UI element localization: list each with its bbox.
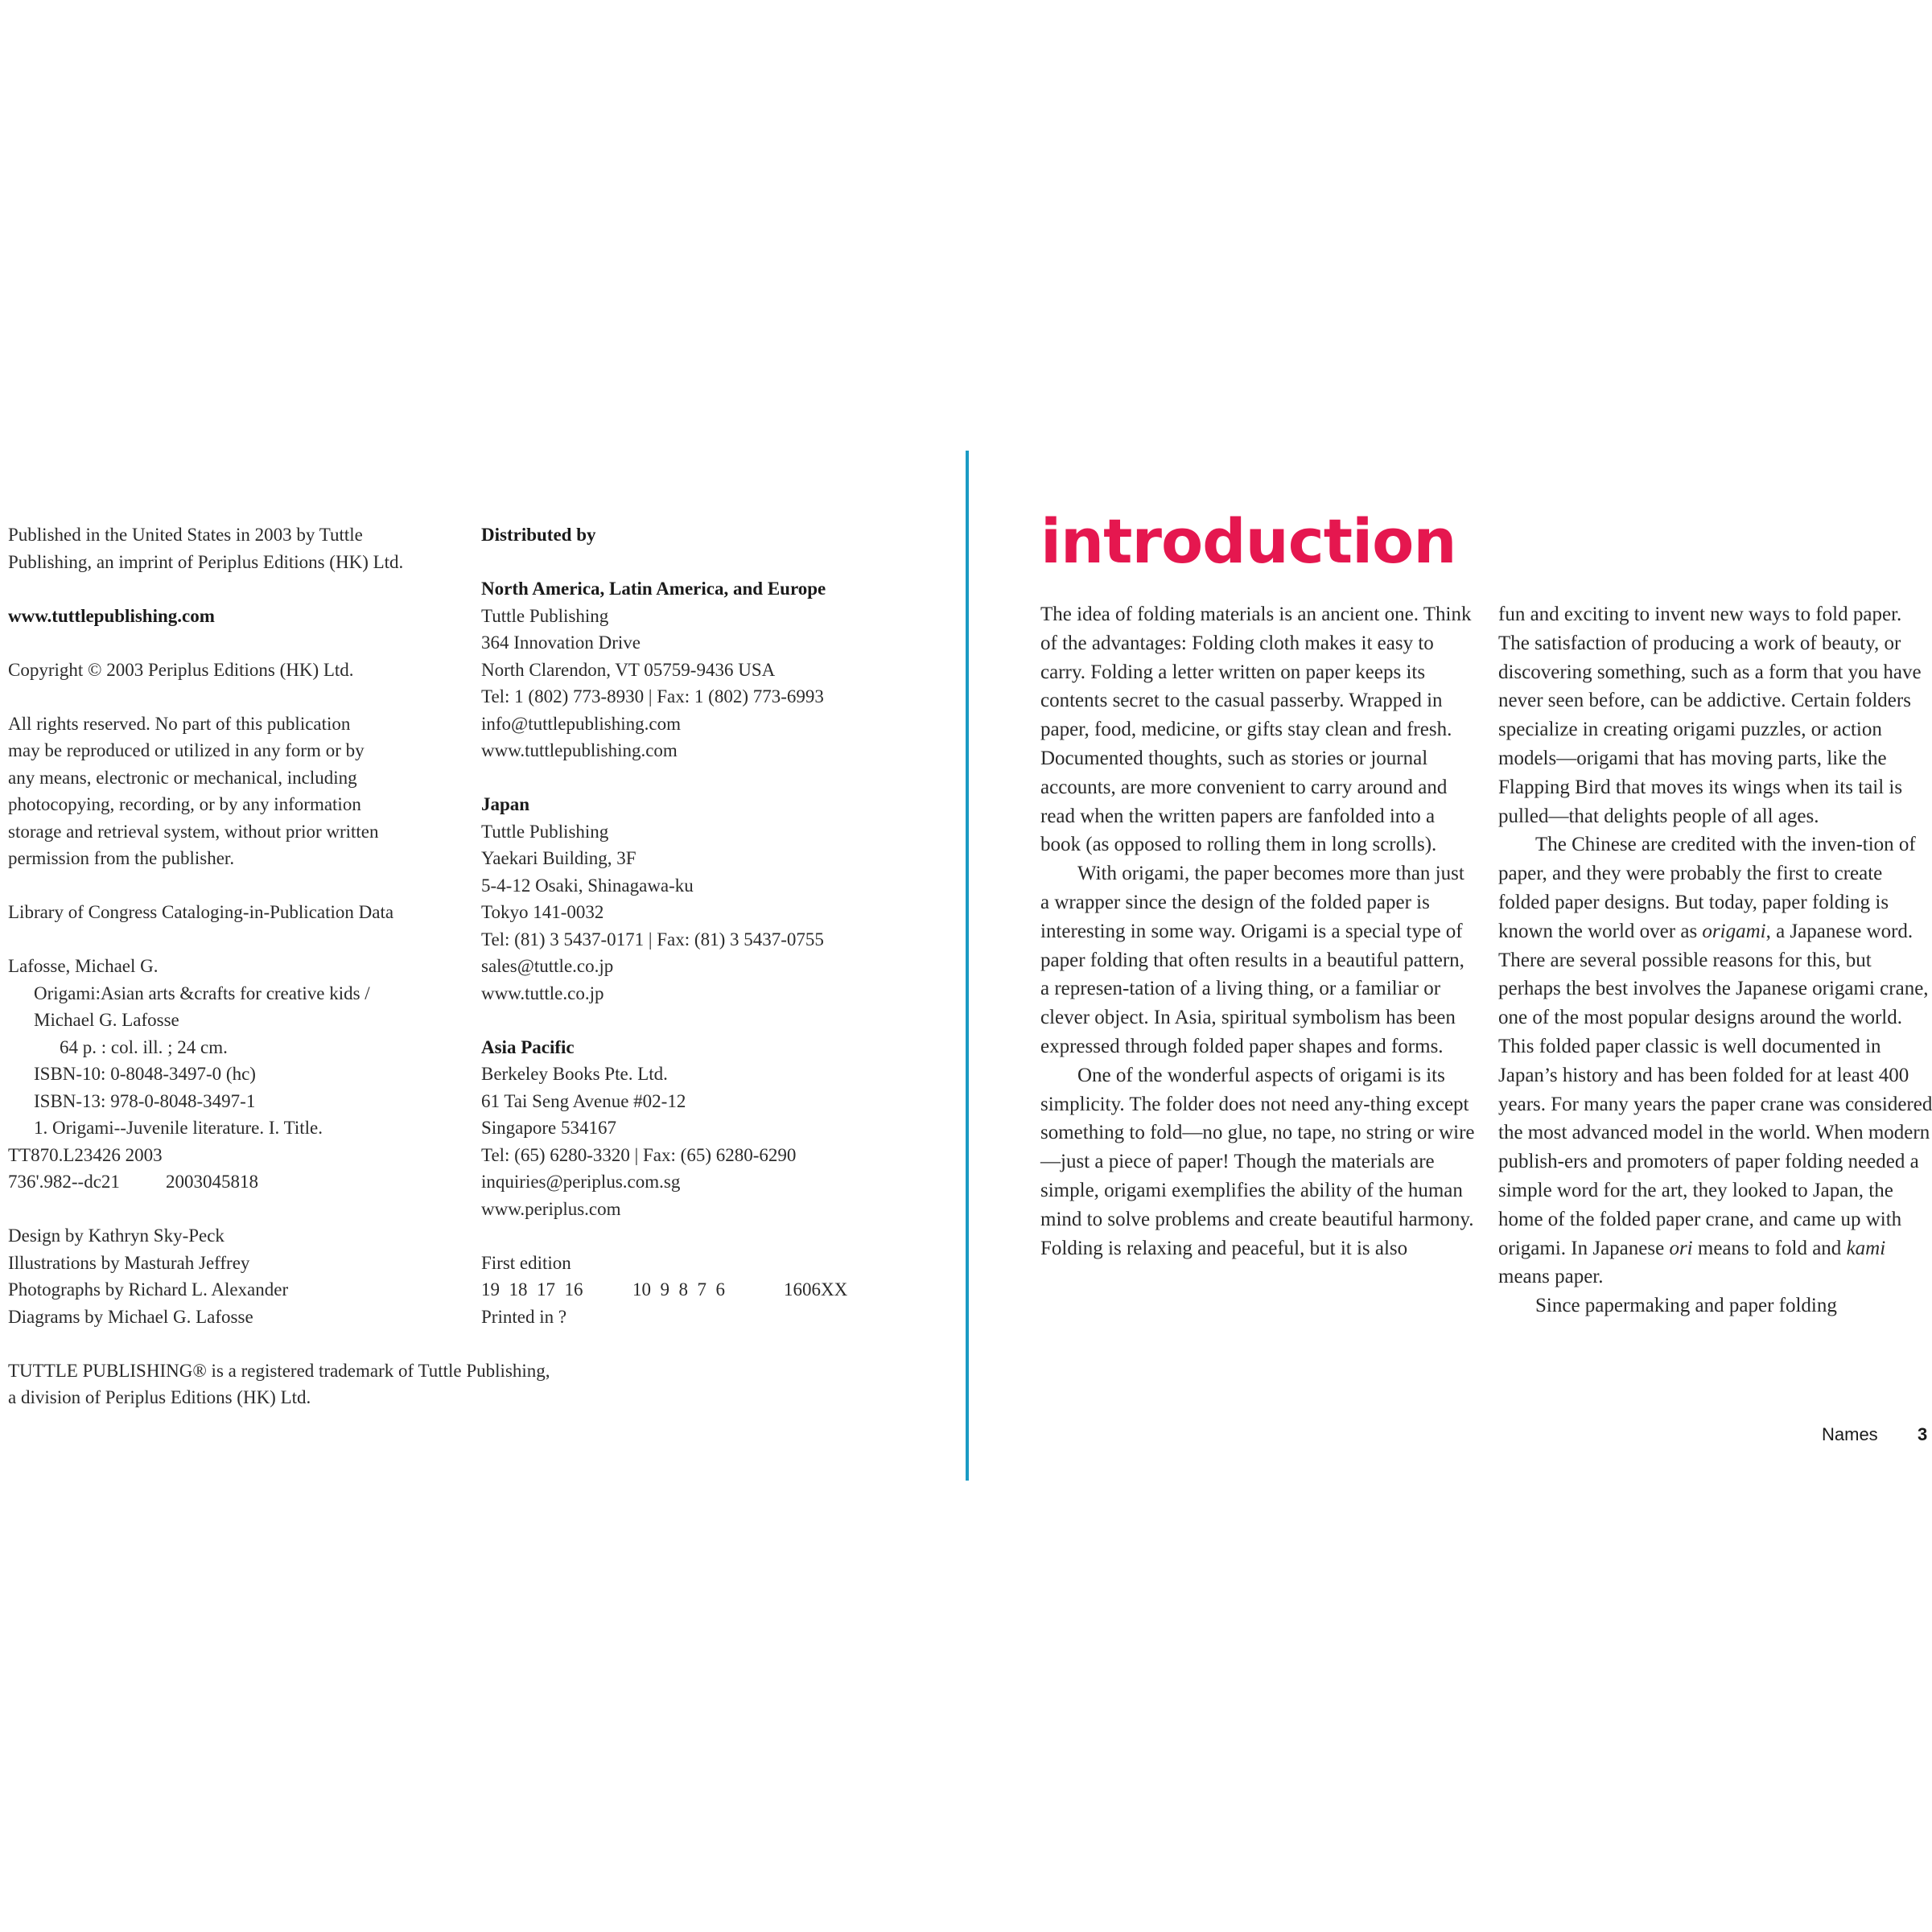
print-code: 1606XX <box>784 1279 848 1300</box>
page-number: 3 <box>1918 1424 1928 1444</box>
body-paragraph: One of the wonderful aspects of origami is its simplicity. The folder does not need any-thing except something to fold—no glue, no tape, no string or wire—just a piece of paper! Though the materials are simple, origami exemplifies the ability of the human mind to solve problems and create beautiful harmony. Folding is relaxing and peaceful, but it is also <box>1040 1064 1475 1259</box>
dewey-number: 736'.982--dc21 <box>8 1172 120 1192</box>
cip-line: ISBN-13: 978-0-8048-3497-1 <box>34 1090 256 1111</box>
printing-numbers <box>481 1276 932 1304</box>
body-column-1 <box>1040 600 1475 1263</box>
body-paragraph: With origami, the paper becomes more than just a wrapper since the design of the folded paper is interesting in some way. Origami is a special type of paper folding that often results in a beautiful pattern, a represen-tation of a living thing, or a familiar or clever object. In Asia, spiritual symbolism has been expressed through folded paper shapes and forms. <box>1040 863 1464 1057</box>
credit-line: Diagrams by Michael G. Lafosse <box>8 1306 253 1327</box>
body-column-2 <box>1498 600 1932 1320</box>
text-run: The Chinese are credited with the inven-tion of paper, and they were probably the first to create folded paper designs. But today, paper folding is known the world over as <box>1498 834 1916 942</box>
publish-line: Publishing, an imprint of Periplus Editions (HK) Ltd. <box>8 551 404 572</box>
address-line: Yaekari Building, 3F <box>481 848 636 868</box>
cip-line: Lafosse, Michael G. <box>8 956 159 976</box>
address-line: 5-4-12 Osaki, Shinagawa-ku <box>481 875 694 896</box>
page-divider <box>966 451 969 1481</box>
address-line: Singapore 534167 <box>481 1118 617 1138</box>
credit-line: Design by Kathryn Sky-Peck <box>8 1226 225 1246</box>
address-line: Tel: (81) 3 5437-0171 | Fax: (81) 3 5437-0755 <box>481 929 824 950</box>
address-line: www.tuttle.co.jp <box>481 982 604 1003</box>
address-line: North Clarendon, VT 05759-9436 USA <box>481 659 776 680</box>
text-run: , a Japanese word. There are several possible reasons for this, but perhaps the best involves the Japanese origami crane, one of the most popular designs around the world. This folded paper classic is well documented in Japan’s history and has been folded for at least 400 years. For many years the paper crane was considered the most advanced model in the world. When modern publish-ers and promoters of paper folding needed a simple word for the art, they looked to Japan, the home of the folded paper crane, and came up with origami. In Japanese <box>1498 920 1932 1259</box>
distribution-column <box>481 521 932 1330</box>
cip-line <box>8 1168 459 1196</box>
trademark-line: a division of Periplus Editions (HK) Ltd. <box>8 1387 311 1407</box>
rights-line: may be reproduced or utilized in any form or by <box>8 740 365 760</box>
page-title: introduction <box>1040 505 1456 577</box>
rights-line: permission from the publisher. <box>8 848 235 868</box>
cip-line: TT870.L23426 2003 <box>8 1144 163 1165</box>
address-line: 364 Innovation Drive <box>481 632 641 653</box>
text-run: means paper. <box>1498 1266 1604 1288</box>
body-paragraph <box>1498 830 1932 1291</box>
address-line: Berkeley Books Pte. Ltd. <box>481 1064 668 1084</box>
address-line: info@tuttlepublishing.com <box>481 713 681 734</box>
address-line: www.tuttlepublishing.com <box>481 740 678 760</box>
region-heading: Asia Pacific <box>481 1036 575 1057</box>
italic-term: ori <box>1669 1237 1693 1259</box>
address-line: 61 Tai Seng Avenue #02-12 <box>481 1090 686 1111</box>
publish-line: Published in the United States in 2003 by Tuttle <box>8 525 363 545</box>
address-line: Tuttle Publishing <box>481 821 609 842</box>
cip-line: ISBN-10: 0-8048-3497-0 (hc) <box>34 1064 256 1084</box>
trademark-line: TUTTLE PUBLISHING® is a registered trademark of Tuttle Publishing, <box>8 1360 550 1381</box>
address-line: Tel: (65) 6280-3320 | Fax: (65) 6280-6290 <box>481 1144 797 1165</box>
rights-line: storage and retrieval system, without prior written <box>8 821 379 842</box>
rights-line: All rights reserved. No part of this publication <box>8 713 351 734</box>
body-paragraph: Since papermaking and paper folding <box>1535 1295 1837 1317</box>
cip-line: 1. Origami--Juvenile literature. I. Title. <box>34 1118 323 1138</box>
italic-term: origami <box>1702 920 1766 942</box>
address-line: Tel: 1 (802) 773-8930 | Fax: 1 (802) 773-6993 <box>481 686 824 706</box>
address-line: Tokyo 141-0032 <box>481 902 604 922</box>
address-line: www.periplus.com <box>481 1198 621 1219</box>
credit-line: Photographs by Richard L. Alexander <box>8 1279 289 1300</box>
italic-term: kami <box>1846 1237 1886 1259</box>
rights-line: any means, electronic or mechanical, including <box>8 767 357 788</box>
text-run: means to fold and <box>1692 1237 1847 1259</box>
rights-line: photocopying, recording, or by any information <box>8 794 361 814</box>
year-numbers: 19 18 17 16 <box>481 1279 583 1300</box>
running-footer-label: Names <box>1822 1424 1878 1444</box>
distributed-heading: Distributed by <box>481 525 596 545</box>
edition-line: First edition <box>481 1252 571 1273</box>
copyright-line: Copyright © 2003 Periplus Editions (HK) Ltd. <box>8 659 354 680</box>
impression-numbers: 10 9 8 7 6 <box>632 1279 725 1300</box>
region-heading: Japan <box>481 794 530 814</box>
printed-in-line: Printed in ? <box>481 1306 567 1327</box>
cip-line: 64 p. : col. ill. ; 24 cm. <box>60 1036 228 1057</box>
address-line: Tuttle Publishing <box>481 605 609 626</box>
cip-line: Michael G. Lafosse <box>34 1010 179 1030</box>
cip-heading: Library of Congress Cataloging-in-Publication Data <box>8 902 394 922</box>
body-paragraph: The idea of folding materials is an ancient one. Think of the advantages: Folding cloth makes it easy to carry. Folding a letter written on paper keeps its contents secret to the casual passerby. Wrapped in paper, food, medicine, or gifts stay clean and fresh. Documented thoughts, such as stories or journal accounts, are more convenient to carry around and read when the written papers are fanfolded into a book (as opposed to rolling them in long scrolls). <box>1040 603 1472 856</box>
cip-line: Origami:Asian arts &crafts for creative kids / <box>34 982 370 1003</box>
region-heading: North America, Latin America, and Europe <box>481 579 826 599</box>
credit-line: Illustrations by Masturah Jeffrey <box>8 1252 250 1273</box>
address-line: sales@tuttle.co.jp <box>481 956 614 976</box>
lccn-number: 2003045818 <box>166 1172 258 1192</box>
publisher-url: www.tuttlepublishing.com <box>8 605 215 626</box>
address-line: inquiries@periplus.com.sg <box>481 1172 681 1192</box>
body-paragraph: fun and exciting to invent new ways to fold paper. The satisfaction of producing a work of beauty, or discovering something, such as a form that you have never seen before, can be addictive. Certain folders specialize in creating origami puzzles, or action models—origami that has moving parts, like the Flapping Bird that moves its wings when its tail is pulled—that delights people of all ages. <box>1498 603 1922 827</box>
